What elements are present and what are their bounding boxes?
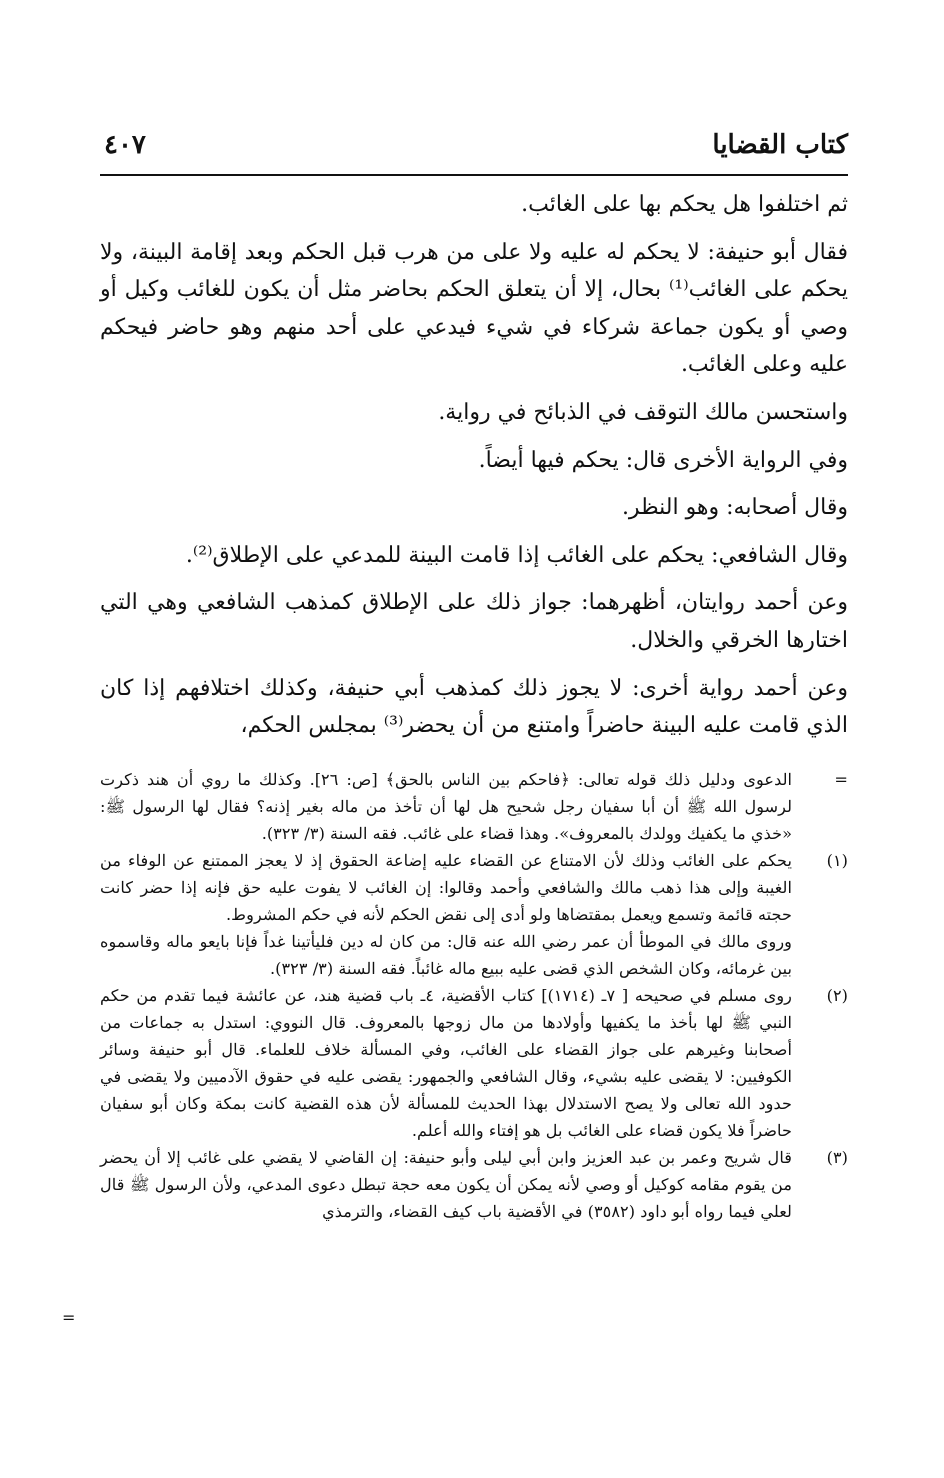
footnote-marker: (١) (826, 851, 848, 870)
paragraph: وفي الرواية الأخرى قال: يحكم فيها أيضاً. (478, 447, 848, 473)
footnote (100, 1144, 848, 1225)
footnote-text: الدعوى ودليل ذلك قوله تعالى: ﴿فاحكم بين الناس بالحق﴾ [ص: ٢٦]. وكذلك ما روي أن هند ذكرت لرسول الله ﷺ أن أبا سفيان رجل شحيح هل لها أن تأخذ من ماله بغير إذنه؟ فقال لها الرسول ﷺ: «خذي ما يكفيك وولدك بالمعروف». وهذا قضاء على غائب. فقه السنة (٣/ ٣٢٣). (100, 770, 792, 843)
footnote-marker: (٢) (826, 986, 848, 1005)
paragraph: وعن أحمد رواية أخرى: لا يجوز ذلك كمذهب أبي حنيفة، وكذلك اختلافهم إذا كان الذي قامت عليه البينة حاضراً وامتنع من أن يحضر⁽³⁾ بمجلس الحكم، (100, 675, 848, 739)
footnote (100, 766, 848, 847)
page-header (100, 128, 848, 176)
footnotes (100, 766, 848, 1225)
footnote (100, 847, 848, 982)
footnote-marker: (٣) (826, 1148, 848, 1167)
main-text (100, 186, 848, 755)
footnote-text: يحكم على الغائب وذلك لأن الامتناع عن القضاء عليه إضاعة الحقوق إذ لا يعجز الممتنع عن الوفاء من الغيبة وإلى هذا ذهب مالك والشافعي وأحمد وقالوا: إن الغائب لا يفوت عليه حق فإنه إذا حضر كانت حجته قائمة وتسمع ويعمل بمقتضاها ولو أدى إلى نقض الحكم لأنه في حكم المشروط. (100, 851, 792, 924)
paragraph: وقال الشافعي: يحكم على الغائب إذا قامت البينة للمدعي على الإطلاق⁽²⁾. (185, 542, 848, 568)
paragraph: فقال أبو حنيفة: لا يحكم له عليه ولا على من هرب قبل الحكم وبعد إقامة البينة، ولا يحكم على الغائب⁽¹⁾ بحال، إلا أن يتعلق الحكم بحاضر مثل أن يكون للغائب وكيل أو وصي أو يكون جماعة شركاء في شيء فيدعي على أحد منهم وهو حاضر فيحكم عليه وعلى الغائب. (100, 239, 848, 378)
paragraph: واستحسن مالك التوقف في الذبائح في رواية. (438, 399, 848, 425)
paragraph: ثم اختلفوا هل يحكم بها على الغائب. (521, 192, 848, 217)
footnote (100, 982, 848, 1144)
page-number: ٤٠٧ (104, 130, 146, 160)
continuation-mark: = (62, 1308, 76, 1327)
paragraph: وقال أصحابه: وهو النظر. (621, 495, 848, 521)
footnote-text: وروى مالك في الموطأ أن عمر رضي الله عنه قال: من كان له دين فليأتينا غداً فإنا بايعو ماله وقاسموه بين غرمائه، وكان الشخص الذي قضى عليه ببيع ماله غائباً. فقه السنة (٣/ ٣٢٣). (100, 932, 792, 978)
footnote-marker: = (834, 770, 848, 789)
paragraph: وعن أحمد روايتان، أظهرهما: جواز ذلك على الإطلاق كمذهب الشافعي وهي التي اختارها الخرقي والخلال. (100, 590, 848, 653)
footnote-text: روى مسلم في صحيحه [ ٧ـ (١٧١٤)] كتاب الأقضية، ٤ـ باب قضية هند، عن عائشة فيما تقدم من حكم النبي ﷺ لها بأخذ ما يكفيها وأولادها من مال زوجها بالمعروف. قال النووي: استدل به جماعات من أصحابنا وغيرهم على جواز القضاء على الغائب، وفي المسألة خلاف للعلماء. قال أبو حنيفة وسائر الكوفيين: لا يقضى عليه بشيء، وقال الشافعي والجمهور: يقضى عليه في حقوق الآدميين ولا يقضى في حدود الله تعالى ولا يصح الاستدلال بهذا الحديث للمسألة لأن هذه القضية كانت بمكة وكان أبو سفيان حاضراً فلا يكون قضاء على الغائب بل هو إفتاء والله أعلم. (100, 986, 792, 1140)
footnote-text: قال شريح وعمر بن عبد العزيز وابن أبي ليلى وأبو حنيفة: إن القاضي لا يقضي على غائب إلا أن يحضر من يقوم مقامه كوكيل أو وصي لأنه يمكن أن يكون معه حجة تبطل دعوى المدعي، ولأن الرسول ﷺ قال لعلي فيما رواه أبو داود (٣٥٨٢) في الأقضية باب كيف القضاء، والترمذي (100, 1148, 792, 1221)
running-title: كتاب القضايا (712, 130, 848, 160)
